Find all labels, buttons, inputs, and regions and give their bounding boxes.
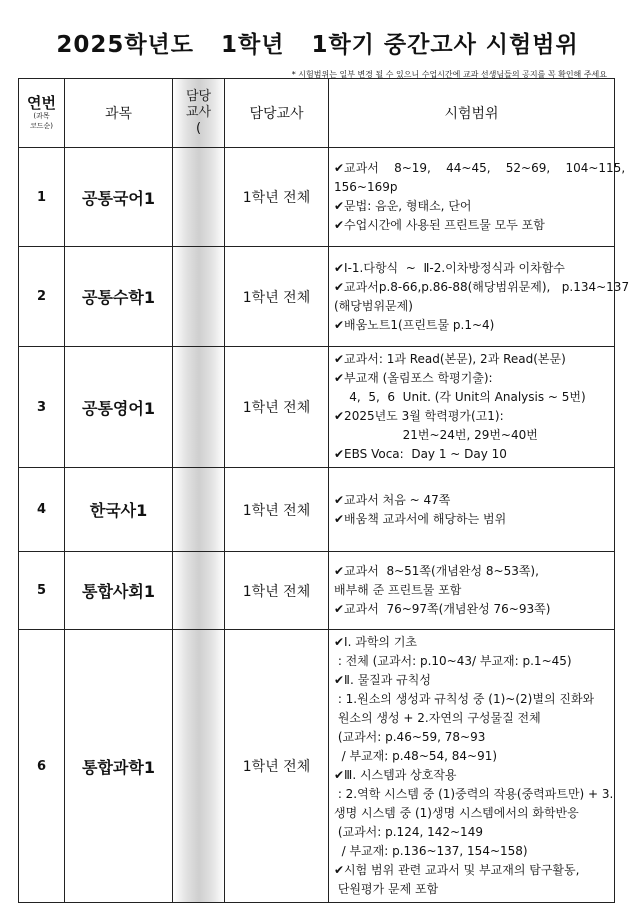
header-teacher-blur: 담당 교사 ( (173, 79, 225, 148)
header-no-sub: (과목 코드순) (29, 112, 54, 130)
scope-line: 단원평가 문제 포함 (334, 882, 439, 896)
scope-line: ✔교과서 76~97쪽(개념완성 76~93쪽) (334, 602, 551, 616)
blurred-teacher-cell (173, 347, 225, 468)
scope-line: ✔Ⅲ. 시스템과 상호작용 (334, 768, 457, 782)
scope-line: : 전체 (교과서: p.10~43/ 부교재: p.1~45) (334, 654, 572, 668)
scope-line: 생명 시스템 중 (1)생명 시스템에서의 화학반응 (334, 806, 579, 820)
exam-scope (329, 552, 615, 630)
table-row (19, 347, 615, 468)
page-title: 2025학년도 1학년 1학기 중간고사 시험범위 (56, 32, 579, 58)
scope-line: ✔교과서p.8-66,p.86-88(해당범위문제), p.134~137 (334, 279, 630, 294)
exam-scope (329, 630, 615, 903)
blurred-teacher-cell (173, 468, 225, 552)
teacher-scope: 1학년 전체 (225, 247, 329, 347)
scope-line: : 2.역학 시스템 중 (1)중력의 작용(중력파트만) + 3. (334, 787, 614, 801)
scope-line: : 1.원소의 생성과 규칙성 중 (1)~(2)별의 진화와 (334, 692, 595, 706)
teacher-scope: 1학년 전체 (225, 347, 329, 468)
scope-line: (해당범위문제) (334, 298, 413, 313)
row-number: 5 (19, 552, 65, 630)
exam-scope (329, 468, 615, 552)
scope-line: ✔문법: 음운, 형태소, 단어 (334, 199, 472, 213)
scope-line: ✔2025년도 3월 학력평가(고1): (334, 409, 504, 423)
exam-scope (329, 347, 615, 468)
scope-line: ✔교과서: 1과 Read(본문), 2과 Read(본문) (334, 352, 566, 366)
table-row (19, 247, 615, 347)
header-row (19, 79, 615, 148)
subject-name: 한국사1 (65, 468, 173, 552)
exam-scope (329, 148, 626, 247)
scope-line: 4, 5, 6 Unit. (각 Unit의 Analysis ~ 5번) (334, 390, 586, 404)
row-number: 4 (19, 468, 65, 552)
table-row (19, 552, 615, 630)
header-no (19, 79, 65, 148)
table-row (19, 468, 615, 552)
blurred-teacher-cell (173, 148, 225, 247)
header-teacher: 담당교사 (225, 79, 329, 148)
row-number: 2 (19, 247, 65, 347)
scope-line: ✔교과서 8~19, 44~45, 52~69, 104~115, (334, 161, 626, 175)
exam-scope-table (18, 78, 630, 903)
scope-line: 원소의 생성 + 2.자연의 구성물질 전체 (334, 711, 541, 725)
scope-line: 21번~24번, 29번~40번 (334, 428, 538, 442)
scope-line: ✔시험 범위 관련 교과서 및 부교재의 탐구활동, (334, 863, 580, 877)
subject-name: 공통국어1 (65, 148, 173, 247)
teacher-scope: 1학년 전체 (225, 552, 329, 630)
scope-line: ✔부교재 (올림포스 학평기출): (334, 371, 493, 385)
blurred-teacher-cell (173, 630, 225, 903)
exam-scope (329, 247, 630, 347)
table-row (19, 148, 615, 247)
scope-line: ✔EBS Voca: Day 1 ~ Day 10 (334, 447, 507, 461)
header-no-label: 연번 (27, 94, 56, 113)
scope-line: / 부교재: p.136~137, 154~158) (334, 844, 528, 858)
scope-line: ✔Ⅱ. 물질과 규칙성 (334, 673, 431, 687)
subject-name: 통합사회1 (65, 552, 173, 630)
subject-name: 공통영어1 (65, 347, 173, 468)
table-row (19, 630, 615, 903)
row-number: 6 (19, 630, 65, 903)
notice-text: * 시험범위는 일부 변경 될 수 있으니 수업시간에 교과 선생님들의 공지를 꼭 확인해 주세요 (291, 70, 607, 79)
scope-line: ✔교과서 8~51쪽(개념완성 8~53쪽), (334, 564, 539, 578)
scope-line: (교과서: p.46~59, 78~93 (334, 730, 486, 744)
row-number: 3 (19, 347, 65, 468)
teacher-scope: 1학년 전체 (225, 148, 329, 247)
scope-line: ✔배움노트1(프린트물 p.1~4) (334, 317, 495, 332)
scope-line: ✔Ⅰ-1.다항식 ~ Ⅱ-2.이차방정식과 이차함수 (334, 260, 565, 275)
row-number: 1 (19, 148, 65, 247)
teacher-scope: 1학년 전체 (225, 630, 329, 903)
blurred-teacher-cell (173, 552, 225, 630)
scope-line: (교과서: p.124, 142~149 (334, 825, 483, 839)
scope-line: ✔교과서 처음 ~ 47쪽 (334, 492, 451, 507)
subject-name: 통합과학1 (65, 630, 173, 903)
teacher-scope: 1학년 전체 (225, 468, 329, 552)
scope-line: 배부해 준 프린트물 포함 (334, 583, 462, 597)
scope-line: ✔수업시간에 사용된 프린트물 모두 포함 (334, 218, 545, 232)
scope-line: ✔배움책 교과서에 해당하는 범위 (334, 511, 507, 526)
subject-name: 공통수학1 (65, 247, 173, 347)
header-subject: 과목 (65, 79, 173, 148)
scope-line: / 부교재: p.48~54, 84~91) (334, 749, 498, 763)
scope-line: 156~169p (334, 180, 398, 194)
header-scope: 시험범위 (329, 79, 615, 148)
blurred-teacher-cell (173, 247, 225, 347)
scope-line: ✔Ⅰ. 과학의 기초 (334, 635, 417, 649)
